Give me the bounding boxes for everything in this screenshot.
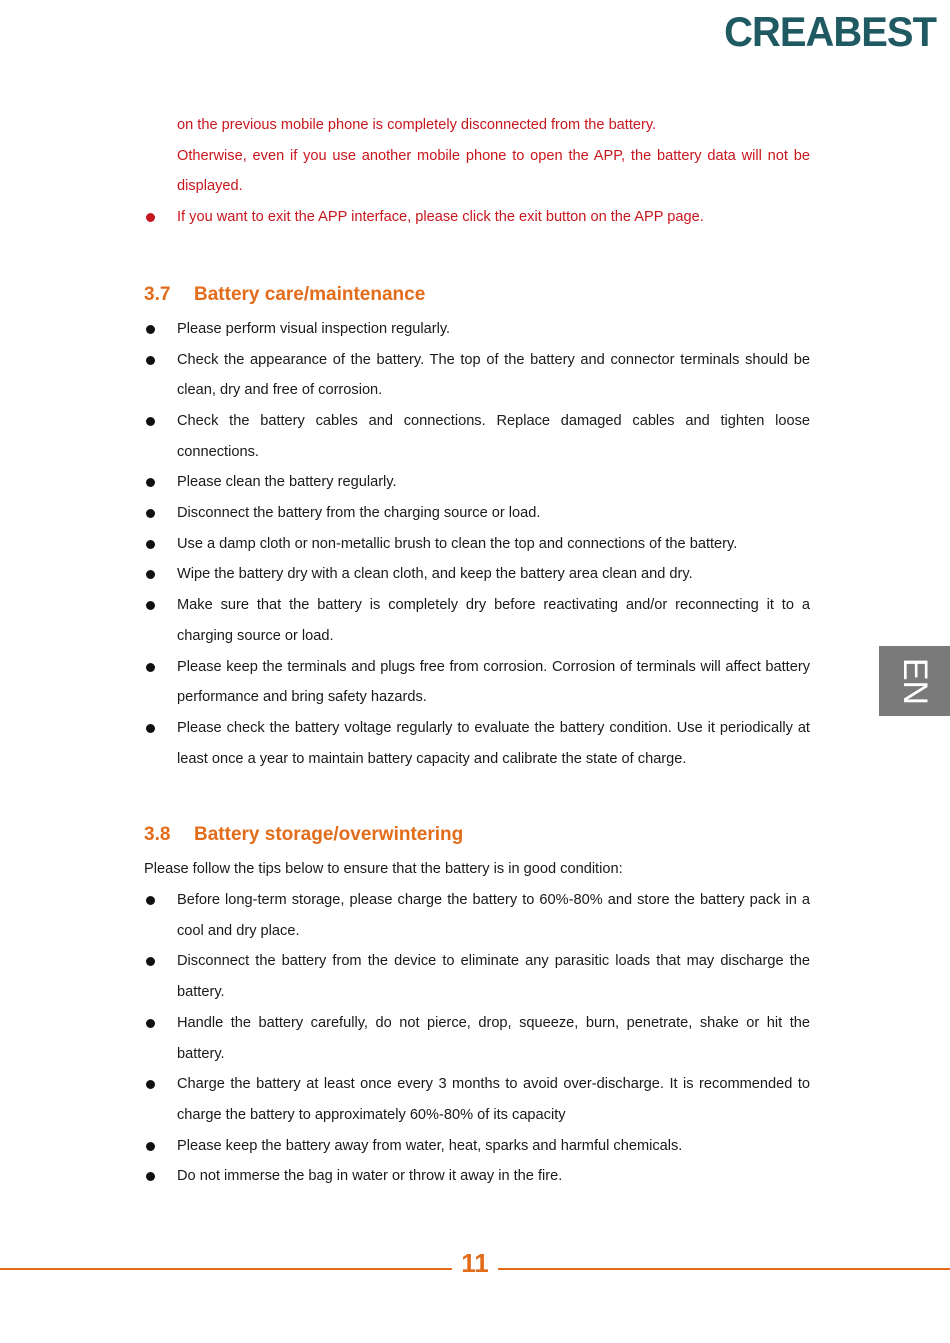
list-item-text: Make sure that the battery is completely dry before reactivating and/or reconnecting it to a charging source or load. bbox=[177, 597, 810, 644]
page-number: 11 bbox=[461, 1248, 489, 1278]
bullet-icon bbox=[146, 724, 155, 733]
bullet-icon bbox=[146, 356, 155, 365]
list-item-text: Please perform visual inspection regularly. bbox=[177, 320, 451, 337]
list-item bbox=[144, 946, 810, 1007]
list-item bbox=[144, 1008, 810, 1069]
list-item bbox=[144, 590, 810, 651]
bullet-icon bbox=[146, 540, 155, 549]
list-item-text: Disconnect the battery from the device to eliminate any parasitic loads that may discharge the battery. bbox=[177, 953, 810, 1001]
section-number: 3.8 bbox=[144, 824, 171, 846]
bullet-icon bbox=[146, 601, 155, 610]
list-item bbox=[144, 885, 810, 946]
language-tab bbox=[879, 646, 950, 716]
intro-line: Otherwise, even if you use another mobile phone to open the APP, the battery data will not be displayed. bbox=[177, 147, 810, 195]
list-item bbox=[144, 467, 810, 498]
section-heading bbox=[144, 822, 810, 848]
bullet-icon bbox=[146, 509, 155, 518]
list-item-text: Use a damp cloth or non-metallic brush to clean the top and connections of the battery. bbox=[177, 535, 738, 552]
list-item-text: Please clean the battery regularly. bbox=[177, 474, 397, 491]
list-item-text: If you want to exit the APP interface, please click the exit button on the APP page. bbox=[177, 209, 704, 226]
list-item bbox=[144, 1069, 810, 1130]
section-heading bbox=[144, 282, 810, 308]
section-title: Battery care/maintenance bbox=[194, 283, 426, 305]
list-item bbox=[144, 498, 810, 529]
bullet-icon bbox=[146, 896, 155, 905]
bullet-icon bbox=[146, 213, 155, 222]
list-item bbox=[144, 202, 810, 233]
list-item-text: Check the appearance of the battery. The top of the battery and connector terminals should be clean, dry and free of corrosion. bbox=[177, 351, 810, 399]
list-item-text: Please keep the battery away from water, heat, sparks and harmful chemicals. bbox=[177, 1137, 683, 1154]
storage-list bbox=[144, 885, 810, 1192]
bullet-icon bbox=[146, 478, 155, 487]
list-item bbox=[144, 345, 810, 406]
list-item-text: Charge the battery at least once every 3 months to avoid over-discharge. It is recommended to charge the battery to approximately 60%-80% of its capacity bbox=[177, 1076, 810, 1123]
bullet-icon bbox=[146, 570, 155, 579]
intro-line: on the previous mobile phone is completely disconnected from the battery. bbox=[177, 117, 657, 133]
list-item-text: Please check the battery voltage regularly to evaluate the battery condition. Use it periodically at least once a year to maintain battery capacity and calibrate the state of charge. bbox=[177, 719, 810, 767]
brand-logo: CREABEST bbox=[724, 8, 936, 55]
section-intro: Please follow the tips below to ensure that the battery is in good condition: bbox=[144, 861, 623, 878]
page-content bbox=[144, 110, 810, 1192]
list-item bbox=[144, 1161, 810, 1192]
list-item bbox=[144, 713, 810, 774]
bullet-icon bbox=[146, 325, 155, 334]
list-item-text: Handle the battery carefully, do not pierce, drop, squeeze, burn, penetrate, shake or hit the battery. bbox=[177, 1014, 810, 1062]
bullet-icon bbox=[146, 957, 155, 966]
bullet-icon bbox=[146, 1142, 155, 1151]
list-item-text: Wipe the battery dry with a clean cloth, and keep the battery area clean and dry. bbox=[177, 566, 693, 583]
section-number: 3.7 bbox=[144, 283, 171, 305]
section-title: Battery storage/overwintering bbox=[194, 824, 464, 846]
list-item bbox=[144, 652, 810, 713]
list-item bbox=[144, 559, 810, 590]
language-tab-label: EN bbox=[895, 657, 934, 705]
care-list bbox=[144, 314, 810, 775]
list-item-text: Check the battery cables and connections. Replace damaged cables and tighten loose connections. bbox=[177, 412, 810, 460]
bullet-icon bbox=[146, 1080, 155, 1089]
list-item bbox=[144, 406, 810, 467]
footer-rule-left bbox=[0, 1268, 452, 1270]
list-item bbox=[144, 1131, 810, 1162]
bullet-icon bbox=[146, 1172, 155, 1181]
bullet-icon bbox=[146, 417, 155, 426]
list-item-text: Please keep the terminals and plugs free from corrosion. Corrosion of terminals will affect battery performance and bring safety hazards. bbox=[177, 658, 810, 706]
list-item bbox=[144, 314, 810, 345]
bullet-icon bbox=[146, 663, 155, 672]
footer-rule-right bbox=[498, 1268, 950, 1270]
list-item-text: Disconnect the battery from the charging source or load. bbox=[177, 505, 541, 522]
list-item-text: Before long-term storage, please charge the battery to 60%-80% and store the battery pack in a cool and dry place. bbox=[177, 892, 810, 939]
list-item-text: Do not immerse the bag in water or throw it away in the fire. bbox=[177, 1168, 563, 1185]
list-item bbox=[144, 529, 810, 560]
bullet-icon bbox=[146, 1019, 155, 1028]
